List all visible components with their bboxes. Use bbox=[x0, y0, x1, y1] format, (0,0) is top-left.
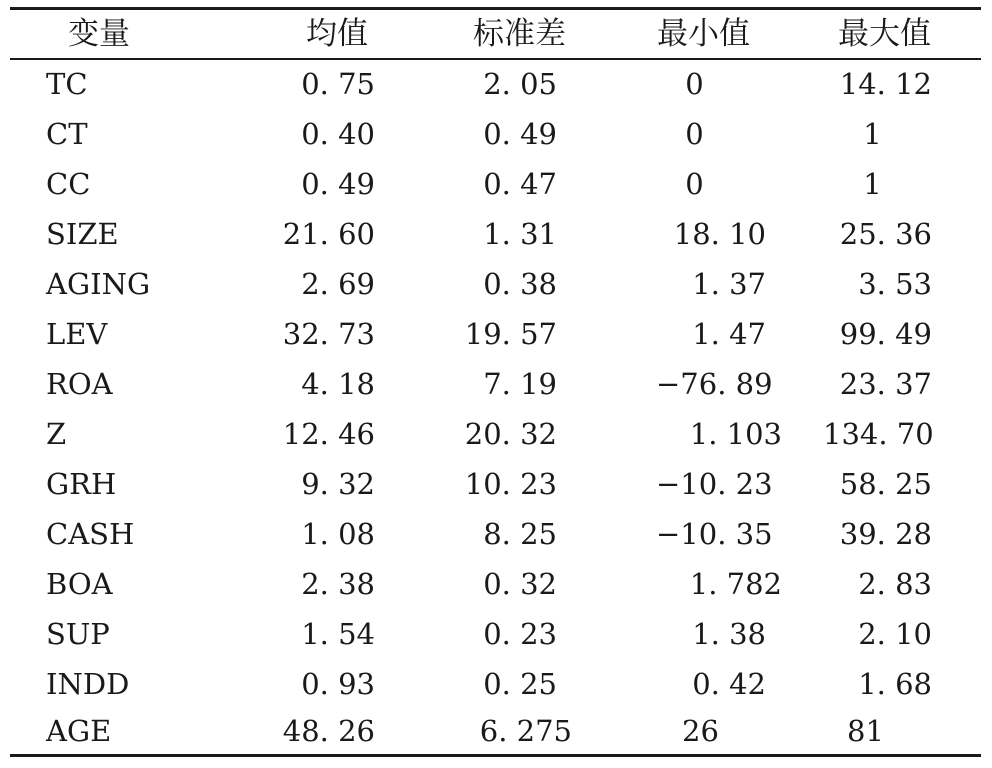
max-cell: 2. 10 bbox=[858, 617, 932, 651]
min-cell: 1. 47 bbox=[692, 317, 766, 351]
mean-cell: 32. 73 bbox=[282, 317, 375, 351]
mean-cell: 2. 38 bbox=[301, 567, 375, 601]
max-cell: 1 bbox=[863, 117, 882, 151]
variable-cell: CT bbox=[46, 117, 88, 151]
table-row bbox=[0, 359, 992, 409]
table-row bbox=[0, 59, 992, 109]
max-cell: 99. 49 bbox=[839, 317, 932, 351]
table-row bbox=[0, 706, 992, 756]
min-cell: 0 bbox=[685, 167, 704, 201]
table-header-row bbox=[0, 10, 992, 58]
mean-cell: 0. 93 bbox=[301, 667, 375, 701]
std-dev-cell: 0. 38 bbox=[483, 267, 557, 301]
mean-cell: 4. 18 bbox=[301, 367, 375, 401]
min-cell: −10. 35 bbox=[656, 517, 773, 551]
max-cell: 23. 37 bbox=[839, 367, 932, 401]
table-row bbox=[0, 309, 992, 359]
max-cell: 58. 25 bbox=[839, 467, 932, 501]
header-max: 最大值 bbox=[838, 16, 931, 52]
min-cell: 1. 37 bbox=[692, 267, 766, 301]
variable-cell: INDD bbox=[46, 667, 130, 701]
std-dev-cell: 8. 25 bbox=[483, 517, 557, 551]
mean-cell: 1. 08 bbox=[301, 517, 375, 551]
max-cell: 25. 36 bbox=[839, 217, 932, 251]
max-cell: 1 bbox=[863, 167, 882, 201]
variable-cell: BOA bbox=[46, 567, 113, 601]
max-cell: 14. 12 bbox=[839, 67, 932, 101]
std-dev-cell: 0. 49 bbox=[483, 117, 557, 151]
min-cell: 0 bbox=[685, 67, 704, 101]
header-min: 最小值 bbox=[657, 16, 750, 52]
mean-cell: 0. 40 bbox=[301, 117, 375, 151]
table-row bbox=[0, 159, 992, 209]
mean-cell: 0. 49 bbox=[301, 167, 375, 201]
std-dev-cell: 0. 32 bbox=[483, 567, 557, 601]
mean-cell: 12. 46 bbox=[282, 417, 375, 451]
std-dev-cell: 20. 32 bbox=[464, 417, 557, 451]
variable-cell: TC bbox=[46, 67, 88, 101]
min-cell: 1. 103 bbox=[689, 417, 782, 451]
table-row bbox=[0, 559, 992, 609]
min-cell: 1. 38 bbox=[692, 617, 766, 651]
mean-cell: 9. 32 bbox=[301, 467, 375, 501]
header-mean: 均值 bbox=[306, 16, 368, 52]
min-cell: −76. 89 bbox=[656, 367, 773, 401]
std-dev-cell: 6. 275 bbox=[479, 714, 572, 748]
min-cell: 18. 10 bbox=[673, 217, 766, 251]
min-cell: 0 bbox=[685, 117, 704, 151]
min-cell: 1. 782 bbox=[689, 567, 782, 601]
table-row bbox=[0, 259, 992, 309]
max-cell: 1. 68 bbox=[858, 667, 932, 701]
std-dev-cell: 0. 47 bbox=[483, 167, 557, 201]
table-row bbox=[0, 659, 992, 709]
variable-cell: SUP bbox=[46, 617, 110, 651]
max-cell: 81 bbox=[847, 714, 884, 748]
std-dev-cell: 0. 23 bbox=[483, 617, 557, 651]
table-row bbox=[0, 209, 992, 259]
max-cell: 134. 70 bbox=[823, 417, 934, 451]
std-dev-cell: 10. 23 bbox=[464, 467, 557, 501]
max-cell: 2. 83 bbox=[858, 567, 932, 601]
max-cell: 39. 28 bbox=[839, 517, 932, 551]
std-dev-cell: 19. 57 bbox=[464, 317, 557, 351]
mean-cell: 2. 69 bbox=[301, 267, 375, 301]
table-row bbox=[0, 459, 992, 509]
table-row bbox=[0, 409, 992, 459]
min-cell: 26 bbox=[682, 714, 719, 748]
variable-cell: Z bbox=[46, 417, 67, 451]
table-row bbox=[0, 509, 992, 559]
std-dev-cell: 0. 25 bbox=[483, 667, 557, 701]
variable-cell: AGING bbox=[46, 267, 151, 301]
header-variable: 变量 bbox=[68, 16, 130, 52]
variable-cell: GRH bbox=[46, 467, 117, 501]
variable-cell: CC bbox=[46, 167, 91, 201]
header-std-dev: 标准差 bbox=[473, 16, 566, 52]
std-dev-cell: 1. 31 bbox=[483, 217, 557, 251]
table-row bbox=[0, 609, 992, 659]
mean-cell: 21. 60 bbox=[282, 217, 375, 251]
variable-cell: SIZE bbox=[46, 217, 119, 251]
std-dev-cell: 2. 05 bbox=[483, 67, 557, 101]
variable-cell: AGE bbox=[46, 714, 112, 748]
variable-cell: CASH bbox=[46, 517, 135, 551]
std-dev-cell: 7. 19 bbox=[483, 367, 557, 401]
variable-cell: ROA bbox=[46, 367, 113, 401]
mean-cell: 1. 54 bbox=[301, 617, 375, 651]
mean-cell: 0. 75 bbox=[301, 67, 375, 101]
max-cell: 3. 53 bbox=[858, 267, 932, 301]
variable-cell: LEV bbox=[46, 317, 108, 351]
min-cell: −10. 23 bbox=[656, 467, 773, 501]
table-row bbox=[0, 109, 992, 159]
mean-cell: 48. 26 bbox=[282, 714, 375, 748]
min-cell: 0. 42 bbox=[692, 667, 766, 701]
